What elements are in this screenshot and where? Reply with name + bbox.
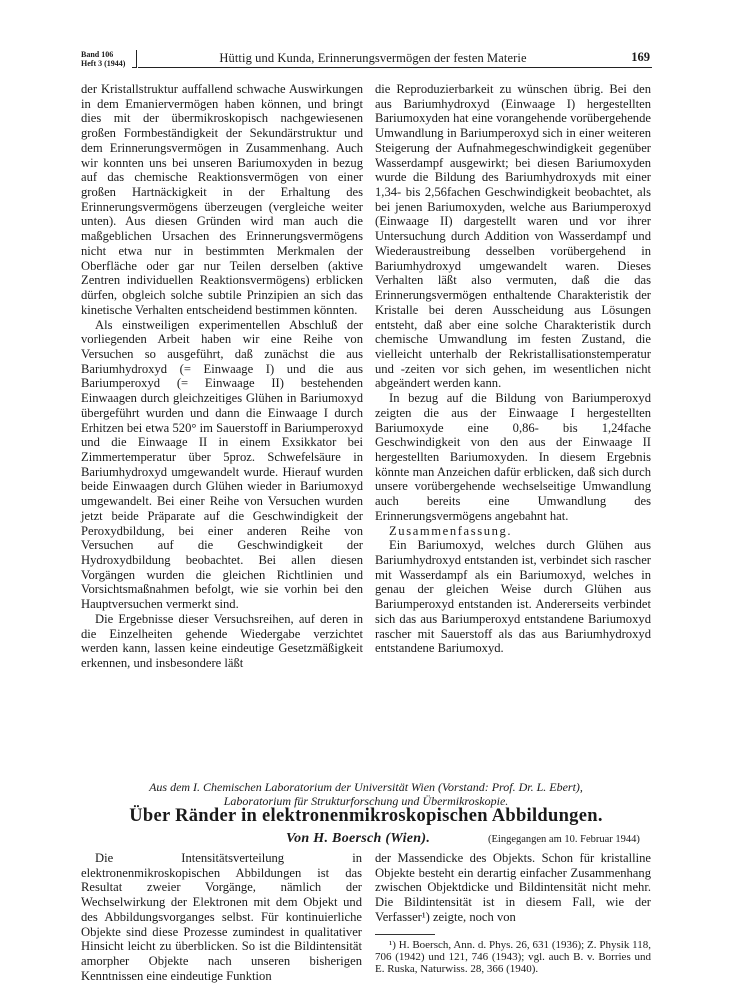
footnote-rule [375,934,435,935]
volume-label: Band 106 [81,50,114,59]
summary-paragraph: Ein Bariumoxyd, welches durch Glühen aus Bariumhydroxyd entstanden ist, verbindet sich rascher mit Wasserdampf als ein Bariumoxyd, welches in genau der gleichen Weise durch Glühen aus Bariumperoxyd entstanden ist. Andererseits verbindet sich das aus Bariumperoxyd entstandene Bariumoxyd rascher mit Sauerstoff als das aus Bariumhydroxyd entstandene Bariumoxyd. [375,538,651,656]
volume-issue [81,50,125,68]
header-bracket [132,50,137,68]
page-number: 169 [631,50,650,64]
right-column [375,82,651,656]
affiliation-line: Aus dem I. Chemischen Laboratorium der Universität Wien (Vorstand: Prof. Dr. L. Ebert), [149,780,583,794]
received-date: (Eingegangen am 10. Februar 1944) [488,834,640,845]
paragraph: Als einstweiligen experimentellen Abschluß der vorliegenden Arbeit haben wir eine Reihe von Versuchen so ausgeführt, daß zunächst die aus Bariumhydroxyd (= Einwaage I) und die aus Bariumperoxyd (= Einwaage II) bestehenden Einwaagen durch gleichzeitiges Glühen in Bariumoxyd übergeführt wurden und dann die Einwaage I durch Erhitzen bei etwa 520° im Sauerstoff in Bariumperoxyd und die Einwaage II in einem Exsikkator bei Zimmertemperatur über 5proz. Schwefelsäure in Bariumhydroxyd umgewandelt wurde. Hierauf wurden beide Einwaagen durch Glühen wieder in Bariumoxyd umgewandelt. Bei einer Reihe von Versuchen wurden jetzt beide Präparate auf die Geschwindigkeit der Peroxydbildung, bei einer anderen Reihe von Versuchen auf die Geschwindigkeit der Hydroxydbildung beobachtet. Bei allen diesen Vorgängen wurden die gleichen Richtlinien und Vorsichtsmaßnahmen befolgt, wie sie vorhin bei den Hauptversuchen vermerkt sind. [81,317,363,612]
paragraph: Die Ergebnisse dieser Versuchsreihen, auf deren in die Einzelheiten gehende Wiedergabe verzichtet werden kann, lassen keine eindeutige Gesetzmäßigkeit erkennen, und insbesondere läßt [81,611,363,671]
paragraph: Die Intensitätsverteilung in elektronenmikroskopischen Abbildungen ist das Resultat zweier Vorgänge, nämlich der Wechselwirkung der Elektronen mit dem Objekt und des Abbildungsvorganges selbst. Für kontinuierliche Objekte sind diese Prozesse zumindest in qualitativer Hinsicht leicht zu überblicken. So ist die Bildintensität amorpher Objekte nach unseren bisherigen Kenntnissen eine eindeutige Funktion [81,851,362,983]
article-author: Von H. Boersch (Wien). [286,831,431,846]
left-column [81,82,363,671]
article-title: Über Ränder in elektronenmikroskopischen Abbildungen. [129,806,603,826]
paragraph: In bezug auf die Bildung von Bariumperoxyd zeigten die aus der Einwaage I hergestellten Bariumoxyde eine 0,86- bis 1,24fache Geschwindigkeit von den aus der Einwaage II hergestellten Bariumoxyden. In diesem Ergebnis könnte man Anzeichen dafür erblicken, daß sich durch unsere vorübergehende wechselseitige Umwandlung auch bereits eine Umwandlung des Erinnerungsvermögens angebahnt hat. [375,391,651,523]
footnote: ¹) H. Boersch, Ann. d. Phys. 26, 631 (1936); Z. Physik 118, 706 (1942) und 121, 746 (1943); vgl. auch B. v. Borries und E. Ruska, Naturwiss. 28, 366 (1940). [375,938,651,976]
paragraph: der Kristallstruktur auffallend schwache Auswirkungen in dem Emaniervermögen haben können, und bringt dies mit der übermikroskopisch nachgewiesenen großen Formbeständigkeit der Sekundärstruktur und dem Erinnerungsvermögen in Zusammenhang. Auch wir konnten uns bei unseren Bariumoxyden in bezug auf das chemische Reaktionsvermögen von einer großen Hartnäckigkeit in der Erhaltung des Erinnerungsvermögens überzeugen (vergleiche weiter unten). Aus diesen Gründen wird man auch die maßgeblichen Ursachen des Erinnerungsvermögens nicht etwa nur in bestimmten Merkmalen der Oberfläche oder gar nur Teilen derselben (aktive Zentren individuellen Reaktionsvermögens) erblicken dürfen, obgleich solche subtile Prinzipien an sich das kinetische Verhalten entscheidend bestimmen könnten. [81,82,363,317]
paragraph: der Massendicke des Objekts. Schon für kristalline Objekte besteht ein derartig einfacher Zusammenhang zwischen Objektdicke und Bildintensität nicht mehr. Die Bildintensität ist in diesem Fall, wie der Verfasser¹) zeigte, noch von [375,851,651,924]
paragraph: die Reproduzierbarkeit zu wünschen übrig. Bei den aus Bariumhydroxyd (Einwaage I) hergestellten Bariumoxyden hat eine vorangehende vorübergehende Umwandlung in Bariumperoxyd sich in einer weiteren Steigerung der Aufnahmegeschwindigkeit gegenüber Wasserdampf ausgewirkt; bei diesen Bariumoxyden wurde die Bildung des Bariumhydroxyds mit einer 1,34- bis 2,56fachen Geschwindigkeit beobachtet, als bei jenen Bariumoxyden, welche aus Bariumperoxyd (Einwaage II) dargestellt waren und vor ihrer Untersuchung durch Addition von Wasserdampf und Wiederaustreibung desselben vorübergehend in Bariumhydroxyd umgewandelt waren. Dieses Verhalten läßt also vermuten, daß die das Erinnerungsvermögen enthaltende Charakteristik der Kristalle bei deren Ausscheidung aus Lösungen entsteht, daß aber eine solche Charakteristik durch chemische Umwandlung im festen Zustand, die vielleicht unterhalb der Rekristallisationstemperatur und -zeiten vor sich gehen, im wesentlichen nicht abgeändert werden kann. [375,82,651,391]
summary-heading: Zusammenfassung. [389,523,513,538]
article-right-column [375,851,651,976]
running-title: Hüttig und Kunda, Erinnerungsvermögen der festen Materie [219,51,527,65]
affiliation-line: Laboratorium für Strukturforschung und Übermikroskopie. [223,794,509,808]
article-left-column [81,851,362,983]
issue-label: Heft 3 (1944) [81,59,126,68]
affiliation [81,780,651,808]
header-rule [138,67,652,68]
